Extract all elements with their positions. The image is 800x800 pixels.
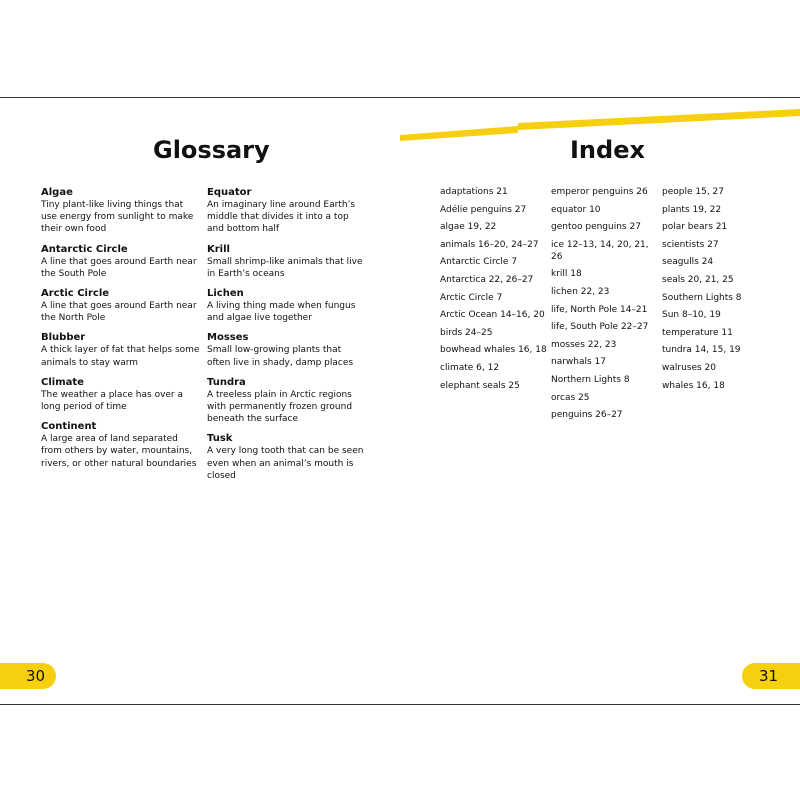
glossary-term: Blubber bbox=[41, 332, 86, 344]
glossary-entry bbox=[41, 420, 201, 470]
glossary-term: Krill bbox=[207, 243, 230, 255]
glossary-entry bbox=[207, 186, 367, 236]
index-item: Antarctica 22, 26–27 bbox=[440, 274, 534, 285]
index-item: penguins 26–27 bbox=[551, 410, 623, 421]
index-column-2 bbox=[551, 186, 659, 427]
index-item: tundra 14, 15, 19 bbox=[662, 345, 741, 356]
glossary-entry bbox=[207, 376, 367, 426]
glossary-entry bbox=[207, 432, 367, 482]
page-number-right: 31 bbox=[742, 663, 800, 689]
index-item: seals 20, 21, 25 bbox=[662, 274, 734, 285]
page-number-left: 30 bbox=[0, 663, 56, 689]
index-item: climate 6, 12 bbox=[440, 362, 500, 373]
glossary-column-right bbox=[207, 186, 367, 489]
glossary-column-left bbox=[41, 186, 201, 477]
index-item: people 15, 27 bbox=[662, 187, 724, 197]
index-item: seagulls 24 bbox=[662, 257, 714, 268]
glossary-definition: A line that goes around Earth near the North Pole bbox=[41, 301, 197, 324]
index-item: lichen 22, 23 bbox=[551, 286, 610, 297]
glossary-definition: A thick layer of fat that helps some animals to stay warm bbox=[41, 345, 200, 368]
index-item: Northern Lights 8 bbox=[551, 374, 630, 385]
index-item: bowhead whales 16, 18 bbox=[440, 345, 547, 356]
index-item: scientists 27 bbox=[662, 239, 719, 250]
glossary-term: Climate bbox=[41, 376, 84, 388]
index-item: elephant seals 25 bbox=[440, 380, 520, 391]
glossary-definition: A very long tooth that can be seen even when an animal’s mouth is closed bbox=[207, 446, 364, 481]
index-item: animals 16–20, 24–27 bbox=[440, 239, 539, 250]
glossary-term: Continent bbox=[41, 421, 97, 433]
index-item: Arctic Circle 7 bbox=[440, 292, 503, 303]
index-item: temperature 11 bbox=[662, 327, 733, 338]
index-item: birds 24–25 bbox=[440, 327, 493, 338]
glossary-entry bbox=[207, 287, 367, 324]
glossary-term: Mosses bbox=[207, 332, 249, 344]
glossary-definition: Small shrimp-like animals that live in Earth’s oceans bbox=[207, 256, 363, 279]
index-column-1 bbox=[440, 186, 548, 397]
index-item: mosses 22, 23 bbox=[551, 339, 617, 350]
glossary-entry bbox=[41, 186, 201, 236]
glossary-term: Lichen bbox=[207, 288, 244, 300]
glossary-definition: Tiny plant-like living things that use energy from sunlight to make their own food bbox=[41, 200, 194, 235]
glossary-entry bbox=[41, 376, 201, 413]
glossary-definition: A treeless plain in Arctic regions with permanently frozen ground beneath the surface bbox=[207, 389, 353, 425]
glossary-entry bbox=[41, 243, 201, 280]
glossary-term: Antarctic Circle bbox=[41, 243, 128, 255]
index-item: life, North Pole 14–21 bbox=[551, 304, 648, 315]
glossary-definition: The weather a place has over a long period of time bbox=[41, 389, 184, 413]
index-item: narwhals 17 bbox=[551, 357, 607, 368]
book-spread bbox=[0, 97, 800, 705]
index-item: plants 19, 22 bbox=[662, 204, 722, 215]
index-item: life, South Pole 22–27 bbox=[551, 322, 649, 333]
glossary-definition: Small low-growing plants that often live in shady, damp places bbox=[207, 345, 354, 368]
yellow-stripe-decoration bbox=[0, 98, 800, 148]
index-column-3 bbox=[662, 186, 770, 397]
index-item: walruses 20 bbox=[662, 362, 717, 373]
index-item: gentoo penguins 27 bbox=[551, 222, 641, 233]
glossary-term: Equator bbox=[207, 187, 252, 198]
index-item: adaptations 21 bbox=[440, 187, 508, 197]
index-item: whales 16, 18 bbox=[662, 380, 725, 391]
glossary-definition: A living thing made when fungus and algae live together bbox=[207, 301, 356, 324]
index-item: Arctic Ocean 14–16, 20 bbox=[440, 310, 545, 321]
index-item: emperor penguins 26 bbox=[551, 187, 648, 197]
index-item: krill 18 bbox=[551, 269, 582, 280]
index-item: Adélie penguins 27 bbox=[440, 204, 527, 215]
index-item: Sun 8–10, 19 bbox=[662, 310, 721, 321]
glossary-entry bbox=[207, 243, 367, 280]
glossary-entry bbox=[207, 331, 367, 368]
glossary-term: Arctic Circle bbox=[41, 288, 110, 300]
index-item: orcas 25 bbox=[551, 392, 590, 403]
glossary-definition: A line that goes around Earth near the South Pole bbox=[41, 256, 197, 279]
glossary-term: Tusk bbox=[207, 433, 233, 445]
index-item: algae 19, 22 bbox=[440, 222, 497, 233]
index-item: ice 12–13, 14, 20, 21, 26 bbox=[551, 239, 649, 262]
index-item: Antarctic Circle 7 bbox=[440, 257, 518, 268]
glossary-definition: An imaginary line around Earth’s middle that divides it into a top and bottom half bbox=[207, 200, 356, 235]
glossary-title: Glossary bbox=[153, 136, 270, 164]
index-item: polar bears 21 bbox=[662, 222, 728, 233]
glossary-entry bbox=[41, 287, 201, 324]
glossary-term: Tundra bbox=[207, 376, 246, 388]
index-item: Southern Lights 8 bbox=[662, 292, 742, 303]
glossary-term: Algae bbox=[41, 187, 73, 198]
index-title: Index bbox=[570, 136, 645, 164]
index-item: equator 10 bbox=[551, 204, 601, 215]
glossary-entry bbox=[41, 331, 201, 368]
glossary-definition: A large area of land separated from others by water, mountains, rivers, or other natural boundaries bbox=[41, 434, 197, 469]
